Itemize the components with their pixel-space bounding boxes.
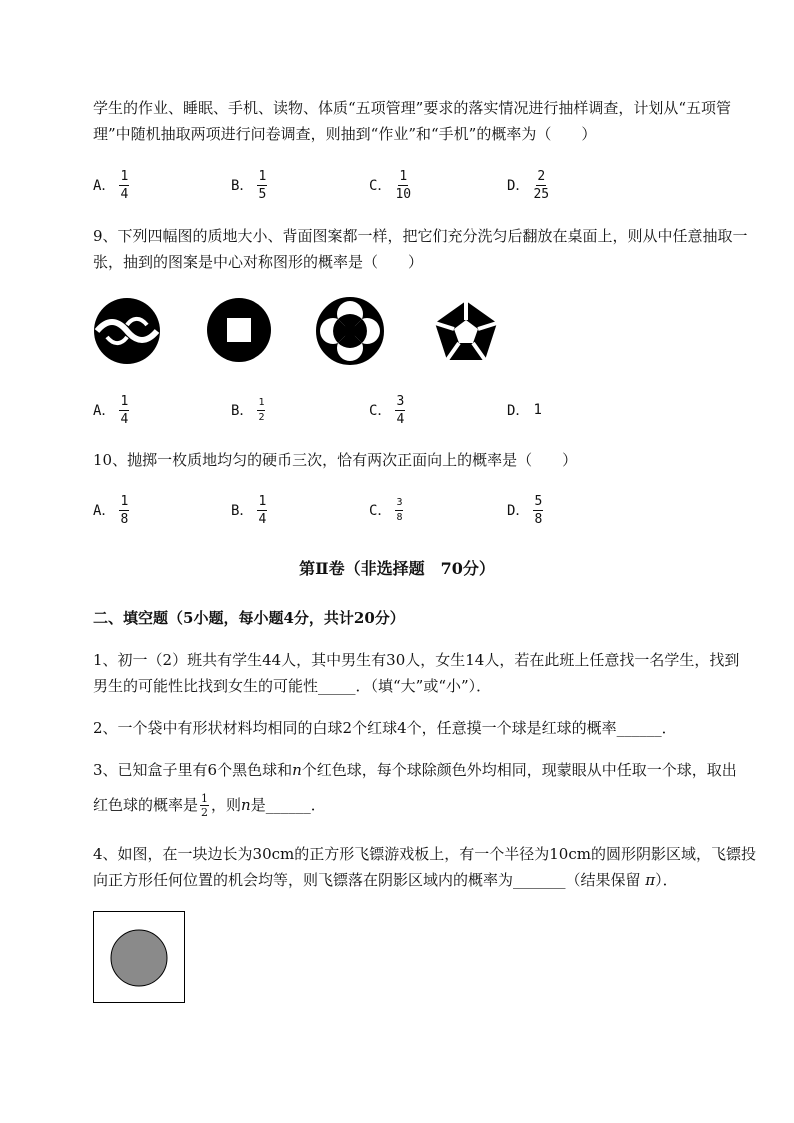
circle-square-figure — [206, 297, 272, 363]
q8-line2: 理”中随机抽取两项进行问卷调查，则抽到“作业”和“手机”的概率为（ ） — [93, 125, 597, 143]
option-fraction: $\frac{5}{8}$ — [534, 493, 543, 527]
option-letter: A． — [93, 503, 116, 519]
fill4-line2 — [93, 870, 678, 890]
fill3-text-e: 是______． — [250, 796, 326, 814]
fill4-text-a: 向正方形任何位置的机会均等，则飞镖落在阴影区域内的概率为_______（结果保留 — [93, 871, 646, 889]
variable-n: n — [292, 761, 302, 779]
dartboard-figure — [93, 911, 186, 1004]
q8-options — [93, 165, 713, 205]
q8-option-c — [369, 165, 411, 205]
fill3-text-c: 红色球的概率是 — [93, 796, 199, 814]
q10-option-d — [507, 490, 543, 530]
option-fraction: $\frac{1}{4}$ — [120, 168, 129, 202]
fill3-line2 — [93, 792, 326, 818]
q9-line1: 9、下列四幅图的质地大小、背面图案都一样，把它们充分洗匀后翻放在桌面上，则从中任意抽取一 — [93, 227, 748, 245]
option-letter: B． — [231, 503, 254, 519]
option-fraction: $\frac{2}{25}$ — [533, 168, 550, 202]
q9-option-c — [369, 390, 405, 430]
q8-option-d — [507, 165, 549, 205]
option-fraction: $\frac{1}{5}$ — [258, 168, 267, 202]
option-fraction: $\frac{1}{10}$ — [395, 168, 412, 202]
q9-option-d — [507, 390, 542, 430]
fill4-line1: 4、如图，在一块边长为30cm的正方形飞镖游戏板上，有一个半径为10cm的圆形阴影区域，飞镖投 — [93, 845, 756, 863]
fill3-text-a: 3、已知盒子里有6个黑色球和 — [93, 761, 293, 779]
option-letter: A． — [93, 178, 116, 194]
q10-option-b — [231, 490, 267, 530]
section-title: 第Ⅱ卷（非选择题 70分） — [299, 559, 495, 578]
q8-option-b — [231, 165, 267, 205]
variable-n: n — [241, 796, 251, 814]
fill1-line1: 1、初一（2）班共有学生44人，其中男生有30人，女生14人，若在此班上任意找一名学生，找到 — [93, 651, 740, 669]
option-letter: C． — [369, 403, 392, 419]
option-fraction: $\frac{3}{8}$ — [396, 496, 403, 523]
q9-option-a — [93, 390, 129, 430]
option-letter: B． — [231, 178, 254, 194]
option-fraction: $\frac{1}{4}$ — [120, 393, 129, 427]
option-fraction: $\frac{3}{4}$ — [396, 393, 405, 427]
fill3-text-d: ，则 — [211, 796, 242, 814]
fill1-line2: 男生的可能性比找到女生的可能性_____．（填“大”或“小”）． — [93, 677, 492, 695]
pi-symbol: π — [645, 871, 656, 889]
probability-fraction: $\frac{1}{2}$ — [201, 791, 209, 819]
option-letter: D． — [507, 178, 530, 194]
option-value: 1 — [533, 402, 542, 418]
fill3-line1 — [93, 760, 737, 780]
q8-line1: 学生的作业、睡眠、手机、读物、体质“五项管理”要求的落实情况进行抽样调查，计划从“五项管 — [93, 99, 732, 117]
q10-options — [93, 490, 713, 530]
q9-line2: 张，抽到的图案是中心对称图形的概率是（ ） — [93, 253, 424, 271]
fill4-text-b: ）． — [655, 871, 678, 889]
option-letter: D． — [507, 403, 530, 419]
option-fraction: $\frac{1}{8}$ — [120, 493, 129, 527]
q8-option-a — [93, 165, 129, 205]
option-letter: A． — [93, 403, 116, 419]
yin-yang-like-figure — [93, 297, 161, 365]
fill2-line1: 2、一个袋中有形状材料均相同的白球2个红球4个，任意摸一个球是红球的概率______． — [93, 719, 677, 737]
section-subtitle: 二、填空题（5小题，每小题4分，共计20分） — [93, 609, 405, 627]
option-fraction: $\frac{1}{2}$ — [258, 396, 265, 423]
option-letter: B． — [231, 403, 254, 419]
pentagon-figure — [434, 300, 498, 362]
q9-options — [93, 390, 713, 430]
q10-option-a — [93, 490, 129, 530]
four-petal-figure — [316, 297, 384, 365]
option-letter: C． — [369, 178, 392, 194]
q10-option-c — [369, 490, 403, 530]
option-letter: C． — [369, 503, 392, 519]
option-fraction: $\frac{1}{4}$ — [258, 493, 267, 527]
option-letter: D． — [507, 503, 530, 519]
q10-line1: 10、抛掷一枚质地均匀的硬币三次，恰有两次正面向上的概率是（ ） — [93, 451, 578, 469]
q9-option-b — [231, 390, 265, 430]
fill3-text-b: 个红色球，每个球除颜色外均相同，现蒙眼从中任取一个球，取出 — [301, 761, 737, 779]
